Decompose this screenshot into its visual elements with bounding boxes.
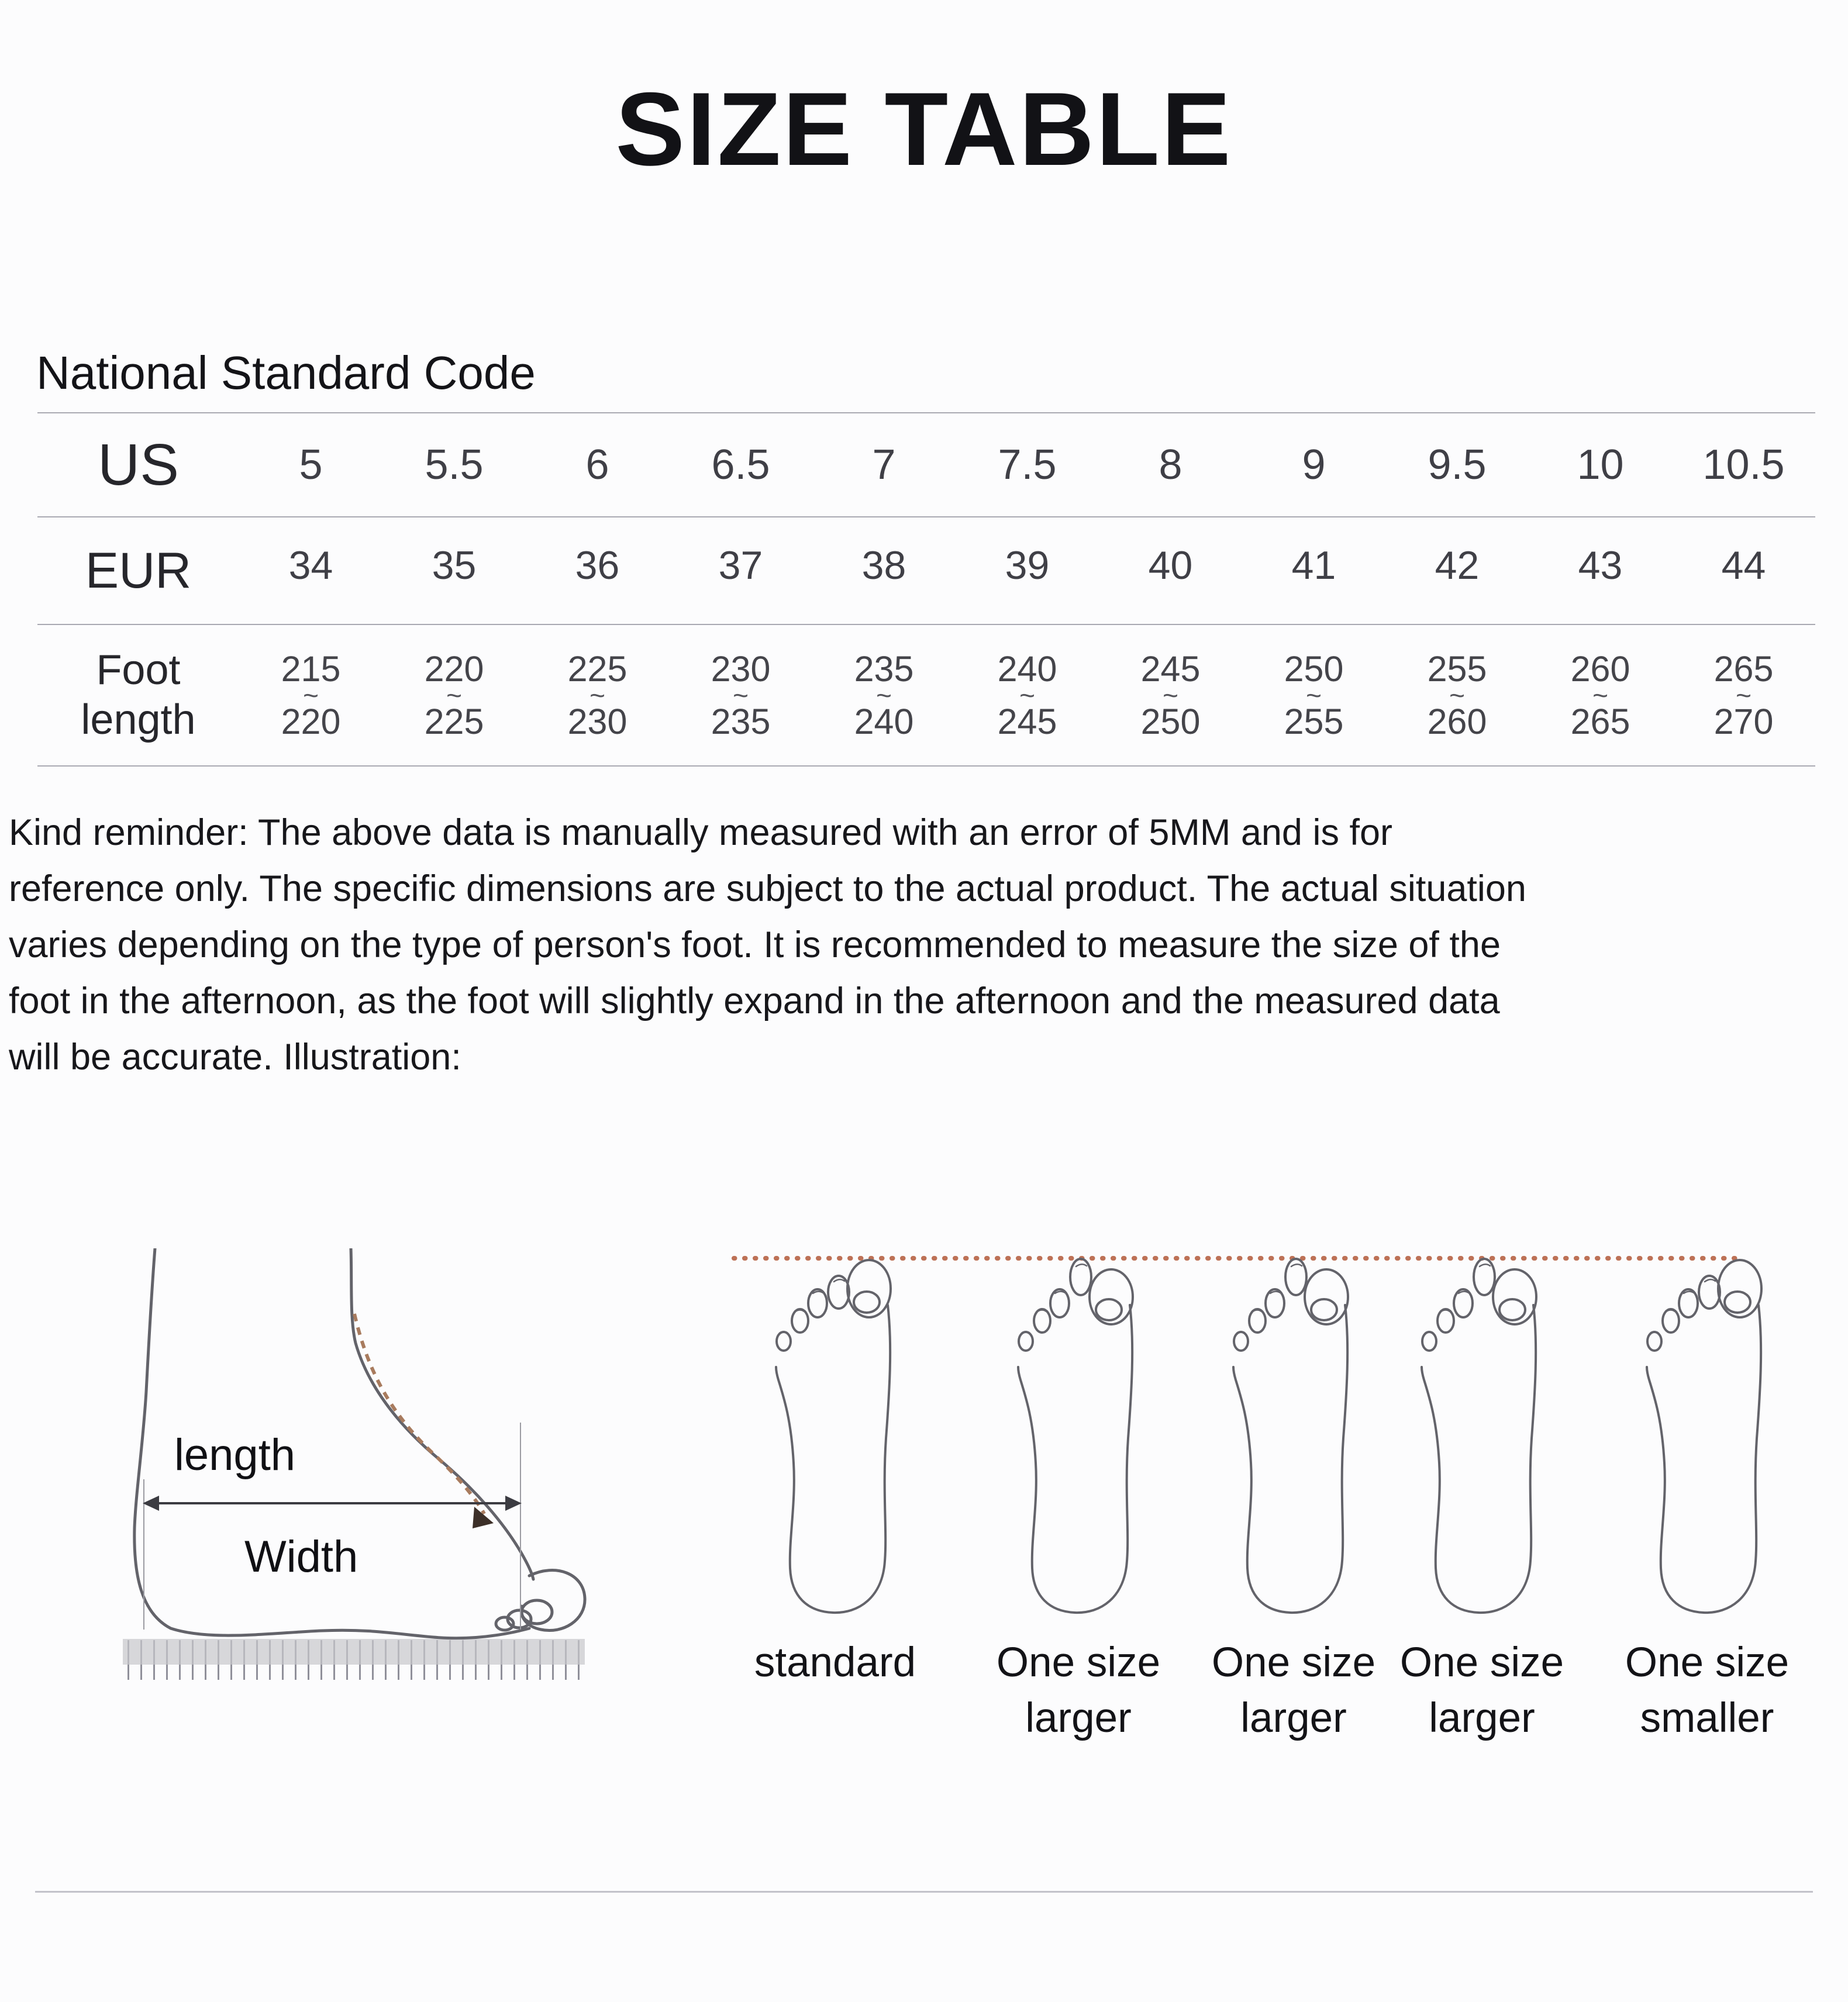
range-to: 225 bbox=[424, 702, 484, 742]
us-size-cell: 10.5 bbox=[1702, 441, 1785, 488]
range-tilde: ~ bbox=[1449, 679, 1465, 710]
foot-type-label-line: One size bbox=[1399, 1639, 1564, 1686]
range-to: 240 bbox=[854, 702, 914, 742]
us-size-cell: 6 bbox=[585, 441, 609, 488]
eur-size-cell: 42 bbox=[1435, 543, 1480, 588]
foot-type-label-standard bbox=[701, 1635, 970, 1690]
range-from: 220 bbox=[424, 648, 484, 689]
row-label-us: US bbox=[98, 432, 179, 498]
range-tilde: ~ bbox=[876, 679, 892, 710]
range-to: 245 bbox=[997, 702, 1057, 742]
foot-sole-one-size-larger bbox=[1018, 1259, 1133, 1613]
foot-type-label-line: standard bbox=[754, 1639, 916, 1686]
range-from: 255 bbox=[1427, 648, 1487, 689]
eur-size-cell: 44 bbox=[1721, 543, 1766, 588]
foot-sole-one-size-larger bbox=[1422, 1259, 1536, 1613]
range-from: 230 bbox=[711, 648, 771, 689]
range-to: 255 bbox=[1284, 702, 1344, 742]
eur-size-cell: 40 bbox=[1148, 543, 1193, 588]
foot-length-cell bbox=[669, 648, 812, 742]
foot-type-label-line: larger bbox=[1429, 1695, 1535, 1741]
us-size-cell: 5.5 bbox=[425, 441, 484, 488]
us-size-cell: 7.5 bbox=[998, 441, 1057, 488]
us-size-cell: 5 bbox=[299, 441, 323, 488]
range-from: 215 bbox=[281, 648, 341, 689]
foot-length-cell bbox=[526, 648, 669, 742]
foot-length-cell bbox=[812, 648, 956, 742]
range-from: 235 bbox=[854, 648, 914, 689]
foot-length-cell bbox=[239, 648, 382, 742]
us-size-cell: 10 bbox=[1577, 441, 1624, 488]
range-tilde: ~ bbox=[733, 679, 749, 710]
range-tilde: ~ bbox=[1019, 679, 1035, 710]
eur-size-cell: 38 bbox=[861, 543, 906, 588]
foot-types-diagram bbox=[725, 1245, 1825, 1625]
reminder-line: will be accurate. Illustration: bbox=[9, 1037, 461, 1078]
size-table bbox=[37, 412, 1815, 767]
us-size-cell: 9 bbox=[1302, 441, 1326, 488]
row-label-eur: EUR bbox=[85, 542, 192, 599]
eur-size-cell: 37 bbox=[718, 543, 763, 588]
row-label-foot-length bbox=[37, 646, 239, 745]
range-from: 245 bbox=[1140, 648, 1201, 689]
width-label: Width bbox=[244, 1532, 358, 1582]
foot-label-line: length bbox=[81, 696, 196, 743]
range-to: 270 bbox=[1713, 702, 1774, 742]
range-from: 240 bbox=[997, 648, 1057, 689]
length-label: length bbox=[174, 1430, 296, 1480]
eur-size-cell: 35 bbox=[432, 543, 477, 588]
eur-size-cell: 43 bbox=[1578, 543, 1623, 588]
foot-sole-standard bbox=[776, 1260, 891, 1613]
eur-size-cell: 41 bbox=[1291, 543, 1336, 588]
foot-type-label-line: One size bbox=[1211, 1639, 1376, 1686]
bottom-divider bbox=[35, 1891, 1813, 1893]
foot-label-line: Foot bbox=[96, 647, 181, 694]
instep-dashed-line bbox=[354, 1314, 494, 1528]
table-row-us bbox=[37, 412, 1815, 516]
range-from: 260 bbox=[1570, 648, 1630, 689]
reminder-paragraph bbox=[9, 805, 1845, 1085]
range-from: 265 bbox=[1713, 648, 1774, 689]
foot-type-label-one-size-smaller bbox=[1573, 1635, 1842, 1746]
range-to: 265 bbox=[1570, 702, 1630, 742]
reminder-line: reference only. The specific dimensions are subject to the actual product. The actual situation bbox=[9, 868, 1526, 909]
us-size-cell: 7 bbox=[872, 441, 896, 488]
foot-type-label-line: larger bbox=[1240, 1695, 1347, 1741]
us-size-cell: 9.5 bbox=[1428, 441, 1487, 488]
table-row-eur bbox=[37, 516, 1815, 624]
ruler-icon bbox=[123, 1639, 585, 1665]
range-tilde: ~ bbox=[589, 679, 605, 710]
range-tilde: ~ bbox=[303, 679, 319, 710]
foot-length-cell bbox=[1385, 648, 1529, 742]
foot-length-cell bbox=[1242, 648, 1385, 742]
eur-size-cell: 36 bbox=[575, 543, 620, 588]
us-size-cell: 8 bbox=[1159, 441, 1182, 488]
range-tilde: ~ bbox=[1163, 679, 1178, 710]
range-tilde: ~ bbox=[446, 679, 462, 710]
foot-type-label-line: smaller bbox=[1640, 1695, 1774, 1741]
foot-length-cell bbox=[956, 648, 1099, 742]
foot-length-cell bbox=[382, 648, 526, 742]
foot-length-cell bbox=[1099, 648, 1242, 742]
range-to: 250 bbox=[1140, 702, 1201, 742]
foot-length-cell bbox=[1672, 648, 1815, 742]
range-from: 225 bbox=[567, 648, 628, 689]
foot-measurement-diagram bbox=[123, 1248, 591, 1684]
page-title: SIZE TABLE bbox=[615, 71, 1233, 187]
foot-type-label-line: One size bbox=[996, 1639, 1161, 1686]
reminder-line: varies depending on the type of person's foot. It is recommended to measure the size of the bbox=[9, 924, 1501, 965]
eur-size-cell: 34 bbox=[288, 543, 333, 588]
foot-sole-one-size-smaller bbox=[1647, 1260, 1761, 1613]
table-row-foot-length bbox=[37, 624, 1815, 767]
section-heading: National Standard Code bbox=[36, 347, 536, 399]
range-to: 230 bbox=[567, 702, 628, 742]
eur-size-cell: 39 bbox=[1005, 543, 1050, 588]
us-size-cell: 6.5 bbox=[711, 441, 770, 488]
range-to: 235 bbox=[711, 702, 771, 742]
range-to: 220 bbox=[281, 702, 341, 742]
foot-type-label-line: larger bbox=[1025, 1695, 1132, 1741]
reminder-line: Kind reminder: The above data is manually measured with an error of 5MM and is for bbox=[9, 812, 1392, 853]
range-tilde: ~ bbox=[1592, 679, 1608, 710]
range-tilde: ~ bbox=[1306, 679, 1322, 710]
foot-type-label-line: One size bbox=[1625, 1639, 1790, 1686]
range-from: 250 bbox=[1284, 648, 1344, 689]
foot-sole-one-size-larger bbox=[1233, 1259, 1348, 1613]
range-to: 260 bbox=[1427, 702, 1487, 742]
foot-soles-illustration bbox=[725, 1245, 1825, 1625]
range-tilde: ~ bbox=[1736, 679, 1752, 710]
foot-length-cell bbox=[1529, 648, 1672, 742]
reminder-line: foot in the afternoon, as the foot will slightly expand in the afternoon and the measured data bbox=[9, 981, 1500, 1021]
